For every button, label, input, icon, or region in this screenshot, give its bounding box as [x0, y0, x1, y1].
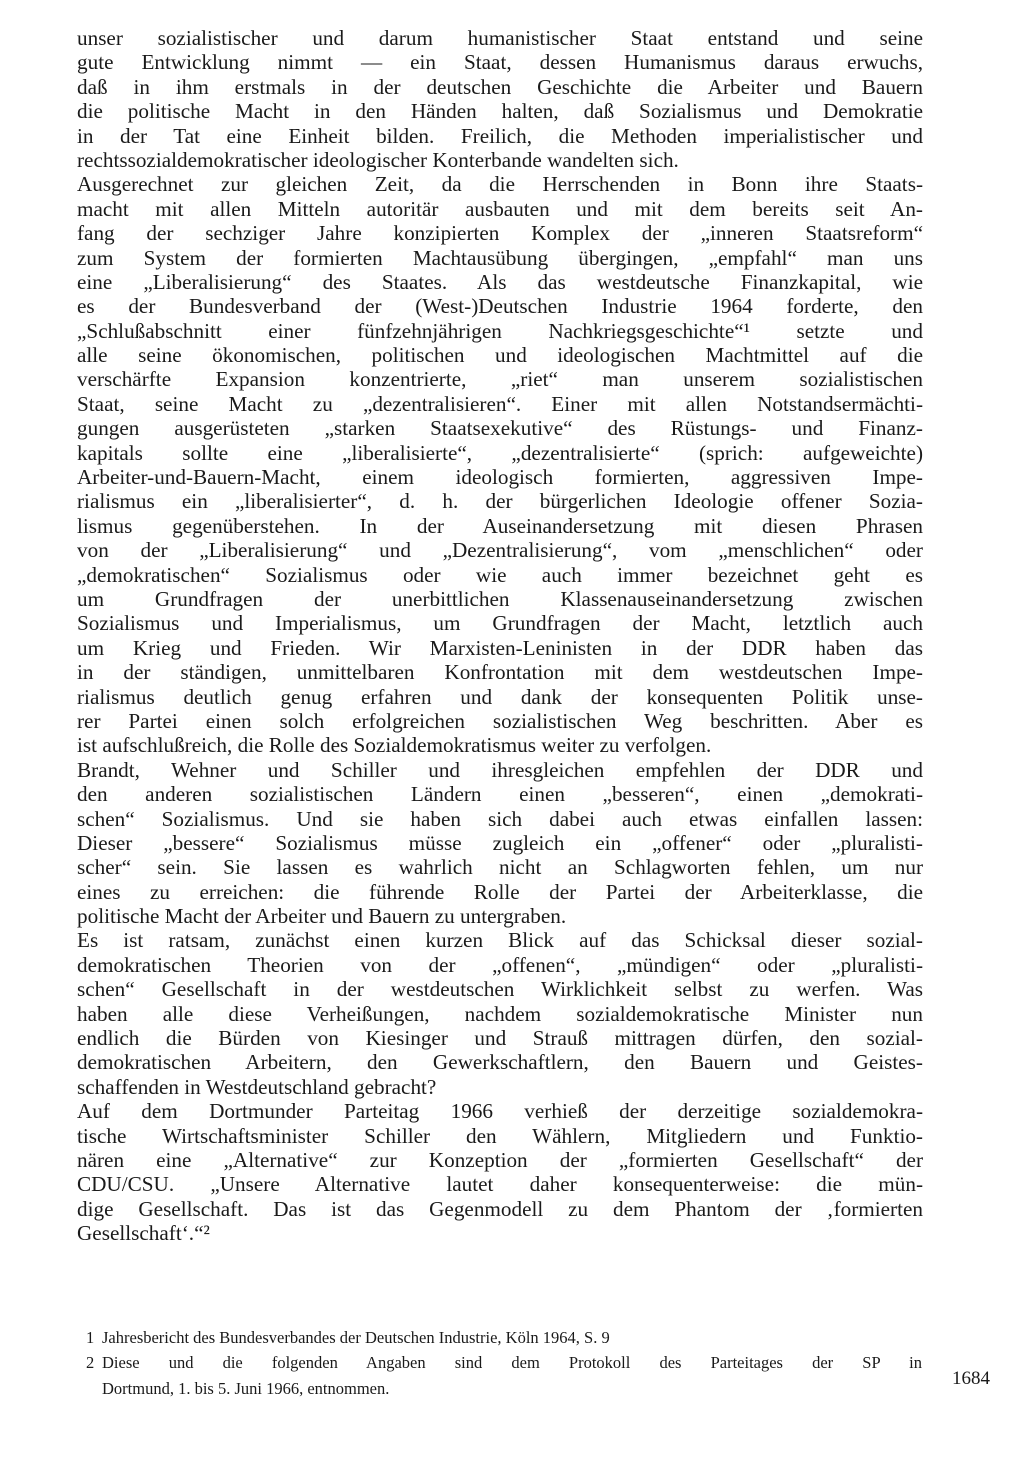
paragraph: [77, 928, 923, 1099]
text-line: macht mit allen Mitteln autoritär ausbauten und mit dem bereits seit An-: [77, 196, 923, 221]
text-line: daß in ihm erstmals in der deutschen Geschichte die Arbeiter und Bauern: [77, 74, 923, 99]
paragraph: [77, 1099, 923, 1245]
text-line: endlich die Bürden von Kiesinger und Strauß mittragen dürfen, den sozial-: [77, 1026, 923, 1051]
text-line: schen“ Sozialismus. Und sie haben sich dabei auch etwas einfallen lassen:: [77, 806, 923, 831]
text-line: Arbeiter-und-Bauern-Macht, einem ideologisch formierten, aggressiven Impe-: [77, 465, 923, 490]
text-line: „demokratischen“ Sozialismus oder wie auch immer bezeichnet geht es: [77, 562, 923, 587]
text-line: unser sozialistischer und darum humanistischer Staat entstand und seine: [77, 26, 923, 50]
footnote-2-line: Dortmund, 1. bis 5. Juni 1966, entnommen.: [102, 1379, 390, 1398]
text-line: verschärfte Expansion konzentrierte, „riet“ man unserem sozialistischen: [77, 367, 923, 392]
text-line: gungen ausgerüsteten „starken Staatsexekutive“ des Rüstungs- und Finanz-: [77, 416, 923, 441]
footnote-1-number: 1: [86, 1328, 95, 1347]
text-line: scher“ sein. Sie lassen es wahrlich nicht an Schlagworten fehlen, um nur: [77, 855, 923, 880]
text-line: es der Bundesverband der (West-)Deutschen Industrie 1964 forderte, den: [77, 294, 923, 319]
text-line: schen“ Gesellschaft in der westdeutschen Wirklichkeit selbst zu werfen. Was: [77, 977, 923, 1002]
text-line: lismus gegenüberstehen. In der Auseinandersetzung mit diesen Phrasen: [77, 513, 923, 538]
text-line: rechtssozialdemokratischer ideologischer Konterbande wandelten sich.: [77, 147, 679, 172]
text-line: haben alle diese Verheißungen, nachdem sozialdemokratische Minister nun: [77, 1001, 923, 1026]
text-line: Staat, seine Macht zu „dezentralisieren“. Einer mit allen Notstandsermächti-: [77, 391, 923, 416]
text-line: Dieser „bessere“ Sozialismus müsse zugleich ein „offener“ oder „pluralisti-: [77, 830, 923, 855]
text-line: demokratischen Theorien von der „offenen“, „mündigen“ oder „pluralisti-: [77, 952, 923, 977]
text-line: „Schlußabschnitt einer fünfzehnjährigen Nachkriegsgeschichte“¹ setzte und: [77, 318, 923, 343]
body-text: [77, 26, 923, 1246]
text-line: Ausgerechnet zur gleichen Zeit, da die Herrschenden in Bonn ihre Staats-: [77, 172, 923, 197]
text-line: dige Gesellschaft. Das ist das Gegenmodell zu dem Phantom der ‚formierten: [77, 1196, 923, 1221]
text-line: zum System der formierten Machtausübung übergingen, „empfahl“ man uns: [77, 245, 923, 270]
text-line: von der „Liberalisierung“ und „Dezentralisierung“, vom „menschlichen“ oder: [77, 538, 923, 563]
text-line: Gesellschaft‘.“²: [77, 1221, 210, 1246]
text-line: rialismus deutlich genug erfahren und dank der konsequenten Politik unse-: [77, 684, 923, 709]
text-line: die politische Macht in den Händen halten, daß Sozialismus und Demokratie: [77, 99, 923, 124]
text-line: politische Macht der Arbeiter und Bauern zu untergraben.: [77, 904, 567, 929]
text-line: kapitals sollte eine „liberalisierte“, „dezentralisierte“ (sprich: aufgeweichte): [77, 440, 923, 465]
paragraph: [77, 26, 923, 172]
paragraph: [77, 172, 923, 757]
footnote-2-number: 2: [86, 1353, 95, 1372]
text-line: rer Partei einen solch erfolgreichen sozialistischen Weg beschritten. Aber es: [77, 708, 923, 733]
text-line: Brandt, Wehner und Schiller und ihresgleichen empfehlen der DDR und: [77, 757, 923, 782]
text-line: schaffenden in Westdeutschland gebracht?: [77, 1074, 437, 1099]
text-line: eine „Liberalisierung“ des Staates. Als das westdeutsche Finanzkapital, wie: [77, 269, 923, 294]
text-line: um Grundfragen der unerbittlichen Klassenauseinandersetzung zwischen: [77, 586, 923, 611]
text-line: ist aufschlußreich, die Rolle des Sozialdemokratismus weiter zu verfolgen.: [77, 733, 712, 758]
text-line: nären eine „Alternative“ zur Konzeption der „formierten Gesellschaft“ der: [77, 1147, 923, 1172]
paragraph: [77, 758, 923, 929]
text-line: tische Wirtschaftsminister Schiller den Wählern, Mitgliedern und Funktio-: [77, 1123, 923, 1148]
page-number: 1684: [952, 1368, 990, 1389]
text-line: Sozialismus und Imperialismus, um Grundfragen der Macht, letztlich auch: [77, 611, 923, 636]
text-line: eines zu erreichen: die führende Rolle der Partei der Arbeiterklasse, die: [77, 879, 923, 904]
text-line: gute Entwicklung nimmt — ein Staat, dessen Humanismus daraus erwuchs,: [77, 50, 923, 75]
text-line: CDU/CSU. „Unsere Alternative lautet daher konsequenterweise: die mün-: [77, 1172, 923, 1197]
text-line: rialismus ein „liberalisierter“, d. h. der bürgerlichen Ideologie offener Sozia-: [77, 489, 923, 514]
text-line: alle seine ökonomischen, politischen und ideologischen Machtmittel auf die: [77, 343, 923, 368]
text-line: Auf dem Dortmunder Parteitag 1966 verhieß der derzeitige sozialdemokra-: [77, 1099, 923, 1124]
text-line: Es ist ratsam, zunächst einen kurzen Blick auf das Schicksal dieser sozial-: [77, 928, 923, 953]
text-line: in der Tat eine Einheit bilden. Freilich, die Methoden imperialistischer und: [77, 123, 923, 148]
footnote-2-line: Diese und die folgenden Angaben sind dem Protokoll des Parteitages der SP in: [102, 1353, 922, 1372]
text-line: um Krieg und Frieden. Wir Marxisten-Leninisten in der DDR haben das: [77, 635, 923, 660]
footnote-1-line: Jahresbericht des Bundesverbandes der Deutschen Industrie, Köln 1964, S. 9: [102, 1328, 610, 1347]
text-line: in der ständigen, unmittelbaren Konfrontation mit dem westdeutschen Impe-: [77, 660, 923, 685]
text-line: fang der sechziger Jahre konzipierten Komplex der „inneren Staatsreform“: [77, 221, 923, 246]
text-line: demokratischen Arbeitern, den Gewerkschaftlern, den Bauern und Geistes-: [77, 1050, 923, 1075]
text-line: den anderen sozialistischen Ländern einen „besseren“, einen „demokrati-: [77, 782, 923, 807]
